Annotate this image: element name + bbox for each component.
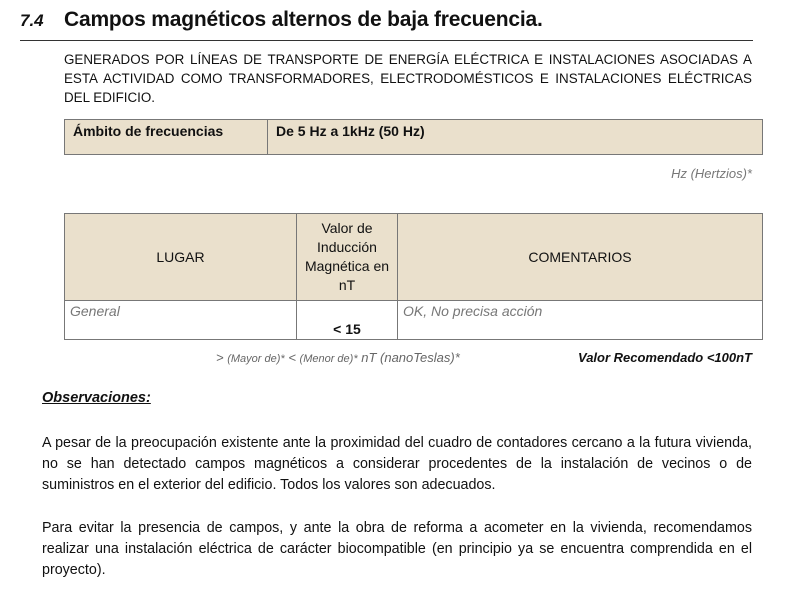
cell-lugar: General [65, 301, 297, 340]
legend-lt-symbol: < [288, 350, 296, 365]
legend-gt-text: (Mayor de)* [227, 353, 285, 365]
legend-gt-symbol: > [216, 350, 224, 365]
header-valor: Valor de Inducción Magnética en nT [297, 214, 398, 301]
frequency-label: Ámbito de frecuencias [65, 120, 268, 155]
frequency-value: De 5 Hz a 1kHz (50 Hz) [268, 120, 763, 155]
intro-text: GENERADOS POR LÍNEAS DE TRANSPORTE DE ENERGÍA ELÉCTRICA E INSTALACIONES ASOCIADAS A ESTA ACTIVIDAD COMO TRANSFORMADORES, ELECTRODOMÉSTICOS E INSTALACIONES ELÉCTRICAS DEL EDIFICIO. [64, 52, 752, 105]
observations-title: Observaciones: [42, 390, 151, 406]
observation-paragraph-1: A pesar de la preocupación existente ante la proximidad del cuadro de contadores cercano a la futura vivienda, no se han detectado campos magnéticos a considerar procedentes de la instalación de vecinos o de suministros en el exterior del edificio. Todos los valores son adecuados. [42, 435, 752, 493]
legend [216, 350, 460, 365]
header-comentarios: COMENTARIOS [398, 214, 763, 301]
measurement-table [64, 213, 763, 340]
section-heading [20, 8, 753, 41]
frequency-table [64, 119, 763, 155]
section-title: Campos magnéticos alternos de baja frecuencia. [64, 8, 543, 31]
table-row [65, 301, 763, 340]
table-header-row [65, 214, 763, 301]
observation-paragraph-2: Para evitar la presencia de campos, y ante la obra de reforma a acometer en la vivienda, recomendamos realizar una instalación eléctrica de carácter biocompatible (en principio ya se encuentra comprendida en el proyecto). [42, 520, 752, 578]
frequency-units: Hz (Hertzios)* [671, 166, 752, 181]
section-number: 7.4 [20, 11, 44, 30]
header-lugar: LUGAR [65, 214, 297, 301]
cell-valor: < 15 [297, 301, 398, 340]
recommended-value: Valor Recomendado <100nT [578, 350, 752, 365]
cell-comentario: OK, No precisa acción [398, 301, 763, 340]
legend-unit: nT (nanoTeslas)* [361, 350, 460, 365]
legend-lt-text: (Menor de)* [299, 353, 358, 365]
